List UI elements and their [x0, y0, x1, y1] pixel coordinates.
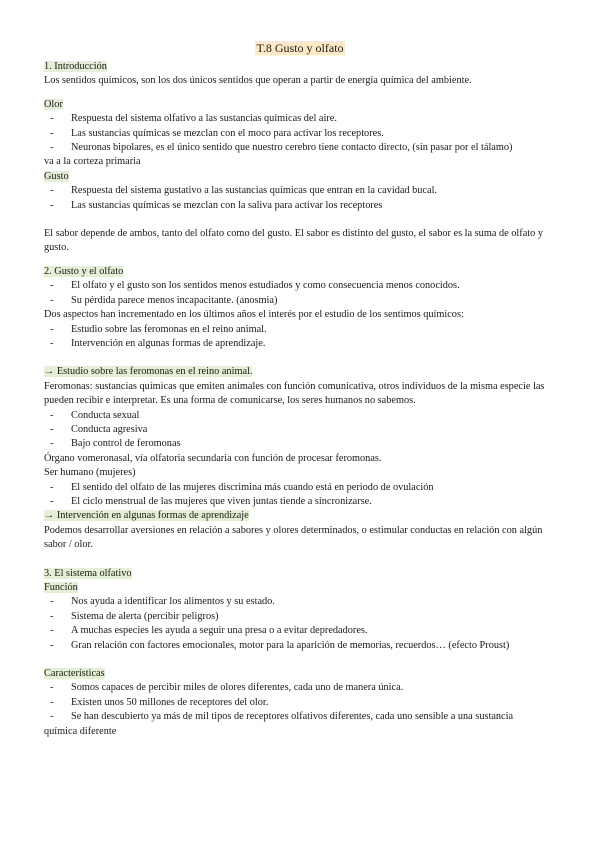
list-item: - Somos capaces de percibir miles de olores diferentes, cada uno de manera única.: [44, 681, 556, 695]
list-item: - Su pérdida parece menos incapacitante. (anosmia): [44, 294, 556, 308]
list-item: - Intervención en algunas formas de aprendizaje.: [44, 337, 556, 351]
list-item: - Respuesta del sistema gustativo a las sustancias químicas que entran en la cavidad bucal.: [44, 184, 556, 198]
organo-paragraph: Órgano vomeronasal, vía olfatoria secundaria con función de procesar feromonas.: [44, 452, 382, 464]
gusto-list: [44, 184, 556, 213]
gusto-label: Gusto: [44, 170, 69, 182]
document-page: [44, 40, 556, 739]
list-item: - Se han descubierto ya más de mil tipos de receptores olfativos diferentes, cada uno sensible a una sustancia: [44, 710, 556, 724]
list-item: - Sistema de alerta (percibir peligros): [44, 610, 556, 624]
feromonas-definition: Feromonas: sustancias químicas que emiten animales con función comunicativa, otros individuos de la misma especie las pueden recibir e interpretar. Es una forma de comunicarse, los seres humanos no sabemos.: [44, 380, 545, 407]
olor-continuation: va a la corteza primaria: [44, 156, 141, 168]
sabor-paragraph: El sabor depende de ambos, tanto del olfato como del gusto. El sabor es distinto del gusto, el sabor es la suma de olfato y gusto.: [44, 228, 544, 254]
list-item: - El sentido del olfato de las mujeres discrimina más cuando está en periodo de ovulación: [44, 481, 556, 495]
section-2-heading: 2. Gusto y el olfato: [44, 265, 124, 277]
feromonas-heading: → Estudio sobre las feromonas en el reino animal.: [44, 366, 253, 378]
funcion-list: [44, 595, 556, 653]
aprendizaje-heading: → Intervención en algunas formas de aprendizaje: [44, 510, 249, 522]
ser-humano-label: Ser humano (mujeres): [44, 467, 136, 479]
list-item: - Las sustancias químicas se mezclan con el moco para activar los receptores.: [44, 127, 556, 141]
list-item: - A muchas especies les ayuda a seguir una presa o a evitar depredadores.: [44, 624, 556, 638]
section-2-list-b: [44, 323, 556, 352]
dos-aspectos-paragraph: Dos aspectos han incrementado en los últimos años el interés por el estudio de los sentimos químicos:: [44, 309, 464, 321]
document-title: T.8 Gusto y olfato: [256, 41, 344, 55]
aprendizaje-paragraph: Podemos desarrollar aversiones en relación a sabores y olores determinados, o estimular conductas en relación con algún sabor / olor.: [44, 524, 543, 551]
list-item: - Estudio sobre las feromonas en el reino animal.: [44, 323, 556, 337]
olor-list: [44, 112, 556, 155]
intro-paragraph: Los sentidos químicos, son los dos únicos sentidos que operan a partir de energía química del ambiente.: [44, 75, 472, 87]
list-item: - Gran relación con factores emocionales, motor para la aparición de memorias, recuerdos… (efecto Proust): [44, 639, 556, 653]
section-1-heading: 1. Introducción: [44, 61, 107, 72]
olor-label: Olor: [44, 98, 63, 110]
funcion-label: Función: [44, 582, 78, 593]
caracteristicas-list: [44, 681, 556, 724]
list-item: - El ciclo menstrual de las mujeres que viven juntas tiende a sincronizarse.: [44, 495, 556, 509]
list-item: - Conducta sexual: [44, 409, 556, 423]
mujeres-list: [44, 481, 556, 510]
list-item: - Existen unos 50 millones de receptores del olor.: [44, 696, 556, 710]
section-3-heading: 3. El sistema olfativo: [44, 567, 132, 579]
list-item: - Las sustancias químicas se mezclan con la saliva para activar los receptores: [44, 199, 556, 213]
list-item: - Nos ayuda a identificar los alimentos y su estado.: [44, 595, 556, 609]
list-item: - Bajo control de feromonas: [44, 437, 556, 451]
list-item: - El olfato y el gusto son los sentidos menos estudiados y como consecuencia menos conocidos.: [44, 279, 556, 293]
conductas-list: [44, 409, 556, 452]
list-item: - Neuronas bipolares, es el único sentido que nuestro cerebro tiene contacto directo, (sin pasar por el tálamo): [44, 141, 556, 155]
section-2-list-a: [44, 279, 556, 308]
list-item: - Conducta agresiva: [44, 423, 556, 437]
caracteristicas-label: Características: [44, 668, 105, 680]
caracteristicas-continuation: química diferente: [44, 725, 117, 737]
list-item: - Respuesta del sistema olfativo a las sustancias químicas del aire.: [44, 112, 556, 126]
